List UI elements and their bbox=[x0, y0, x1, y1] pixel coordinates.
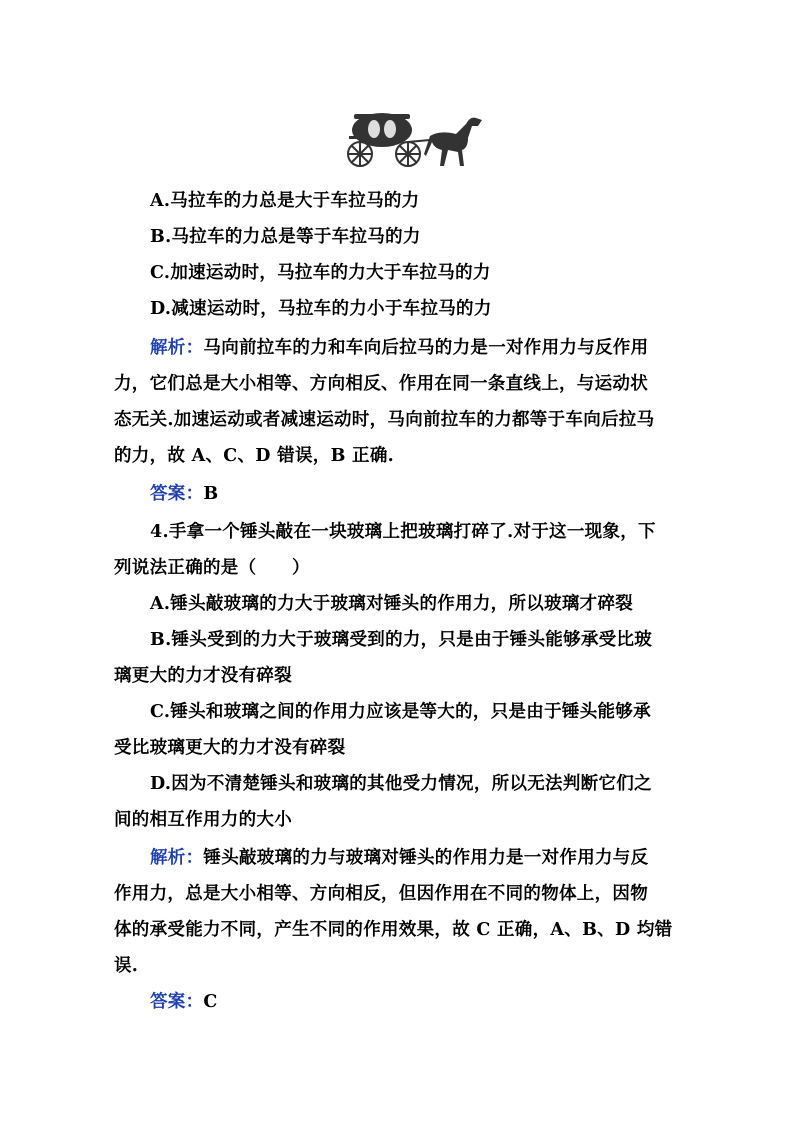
q3-option-d: D.减速运动时，马拉车的力小于车拉马的力 bbox=[150, 299, 492, 319]
q3-analysis-line-2: 力，它们总是大小相等、方向相反、作用在同一条直线上，与运动状 bbox=[114, 374, 648, 394]
q4-option-c-line-2: 受比玻璃更大的力才没有碎裂 bbox=[114, 738, 346, 758]
q4-analysis-line-3: 体的承受能力不同，产生不同的作用效果，故 C 正确，A、B、D 均错 bbox=[114, 920, 673, 940]
q4-stem-line-2: 列说法正确的是（ ） bbox=[114, 558, 310, 578]
q4-analysis-line-4: 误. bbox=[114, 956, 139, 976]
q3-answer-value: B bbox=[203, 484, 219, 504]
q4-answer-value: C bbox=[203, 992, 218, 1012]
q4-option-c-line-1: C.锤头和玻璃之间的作用力应该是等大的，只是由于锤头能够承 bbox=[150, 702, 651, 722]
q4-analysis-line-2: 作用力，总是大小相等、方向相反，但因作用在不同的物体上，因物 bbox=[114, 884, 648, 904]
q4-option-b-line-2: 璃更大的力才没有碎裂 bbox=[114, 666, 292, 686]
q4-answer-label: 答案： bbox=[150, 992, 204, 1012]
q4-stem-line-1: 4.手拿一个锤头敲在一块玻璃上把玻璃打碎了.对于这一现象，下 bbox=[150, 522, 656, 542]
q3-analysis-label: 解析： bbox=[150, 338, 204, 358]
q3-analysis-line-4: 的力，故 A、C、D 错误，B 正确. bbox=[114, 446, 395, 466]
q3-option-a: A.马拉车的力总是大于车拉马的力 bbox=[150, 191, 420, 211]
q4-option-b-line-1: B.锤头受到的力大于玻璃受到的力，只是由于锤头能够承受比玻 bbox=[150, 630, 653, 650]
q3-option-c: C.加速运动时，马拉车的力大于车拉马的力 bbox=[150, 263, 491, 283]
q3-answer-label: 答案： bbox=[150, 484, 204, 504]
q3-analysis-line-3: 态无关.加速运动或者减速运动时，马向前拉车的力都等于车向后拉马 bbox=[114, 410, 655, 430]
q4-option-d-line-1: D.因为不清楚锤头和玻璃的其他受力情况，所以无法判断它们之 bbox=[150, 774, 652, 794]
q4-analysis-line-1: 解析：锤头敲玻璃的力与玻璃对锤头的作用力是一对作用力与反 bbox=[150, 848, 649, 868]
q3-analysis-line-1: 解析：马向前拉车的力和车向后拉马的力是一对作用力与反作用 bbox=[150, 338, 649, 358]
q4-option-a: A.锤头敲玻璃的力大于玻璃对锤头的作用力，所以玻璃才碎裂 bbox=[150, 594, 634, 614]
q4-analysis-label: 解析： bbox=[150, 848, 204, 868]
q4-option-d-line-2: 间的相互作用力的大小 bbox=[114, 810, 292, 830]
horse-carriage-icon bbox=[344, 106, 488, 170]
q4-answer bbox=[150, 984, 684, 1020]
q3-option-b: B.马拉车的力总是等于车拉马的力 bbox=[150, 227, 421, 247]
q3-answer bbox=[150, 476, 684, 512]
